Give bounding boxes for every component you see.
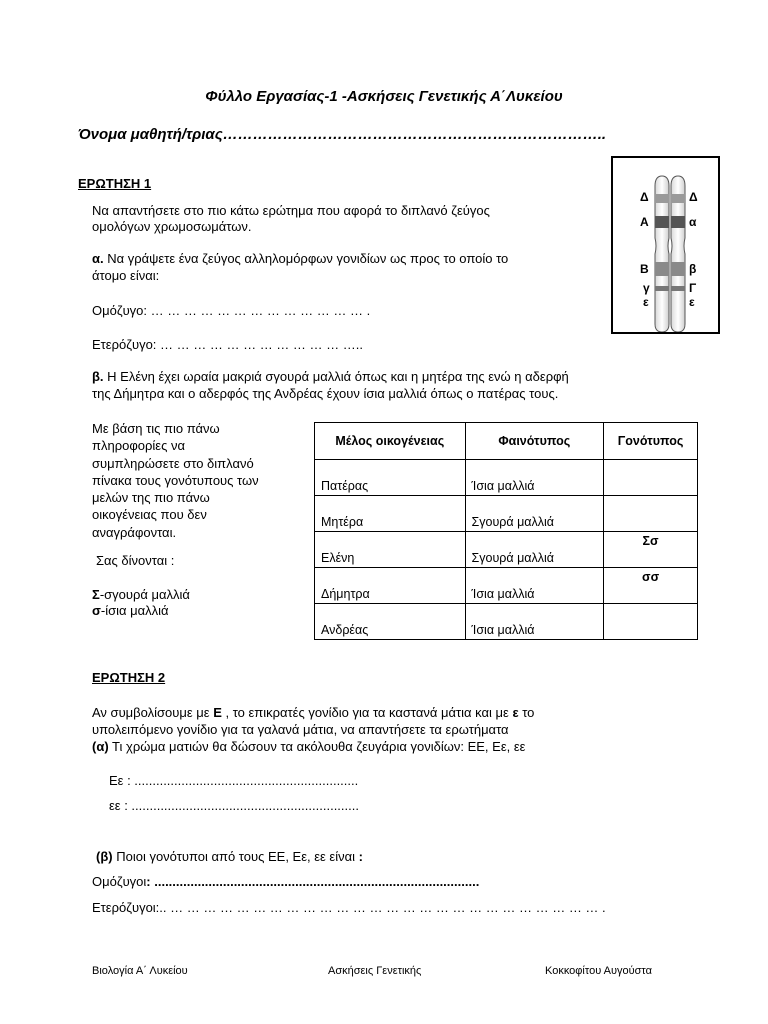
- left-label: ε: [643, 295, 649, 309]
- q2-a-text: Τι χρώμα ματιών θα δώσουν τα ακόλουθα ζευγάρια γονιδίων: ΕΕ, Εε, εε: [108, 739, 526, 754]
- q1-intro-line-2: ομολόγων χρωμοσωμάτων.: [92, 219, 252, 234]
- q2-heterozygous-field[interactable]: Ετερόζυγοι:.. … … … … … … … … … … … … … … … … … … … … … … … … … … .: [92, 900, 606, 915]
- q1-homozygous-field[interactable]: Ομόζυγο: … … … … … … … … … … … … … .: [92, 303, 371, 318]
- q1-a-line-1: [92, 251, 508, 266]
- member-cell: Πατέρας: [315, 460, 466, 496]
- family-genotype-table: [314, 422, 698, 640]
- table-row: [315, 532, 698, 568]
- phenotype-cell: Ίσια μαλλιά: [465, 604, 604, 640]
- student-name-line: [78, 126, 606, 143]
- left-label: Δ: [640, 190, 649, 204]
- header-genotype: Γονότυπος: [604, 423, 698, 460]
- member-cell: Μητέρα: [315, 496, 466, 532]
- q1-side-instructions: [92, 420, 259, 541]
- table-row: [315, 568, 698, 604]
- left-chromosome: [655, 176, 669, 332]
- left-label: γ: [643, 281, 650, 295]
- q1-b-line-2: της Δήμητρα και ο αδερφός της Ανδρέας έχουν ίσια μαλλιά όπως ο πατέρας τους.: [92, 386, 559, 401]
- left-label: Β: [640, 262, 649, 276]
- member-cell: Δήμητρα: [315, 568, 466, 604]
- q2-homozygous-label: Ομόζυγοι: [92, 874, 147, 889]
- header-member: Μέλος οικογένειας: [315, 423, 466, 460]
- q2-b-text: Ποιοι γονότυποι από τους ΕΕ, Εε, εε είναι: [112, 849, 359, 864]
- footer-topic: Ασκήσεις Γενετικής: [328, 965, 422, 977]
- q2-b-colon: :: [358, 849, 363, 864]
- genotype-cell[interactable]: [604, 460, 698, 496]
- q2-line-1b: , το επικρατές γονίδιο για τα καστανά μάτια και με: [221, 705, 513, 720]
- phenotype-cell: Σγουρά μαλλιά: [465, 532, 604, 568]
- genotype-cell: σσ: [604, 568, 698, 604]
- side-line: συμπληρώσετε στο διπλανό: [92, 455, 254, 471]
- side-line: πίνακα τους γονότυπους των: [92, 472, 259, 488]
- q2-a-label: (α): [92, 739, 109, 754]
- q2-b-line: [96, 849, 363, 864]
- q2-homozygous-dots: : ..........................................................................................: [146, 874, 480, 889]
- q1-heterozygous-field[interactable]: Ετερόζυγο: … … … … … … … … … … … …..: [92, 337, 363, 352]
- side-line: οικογένειας που δεν: [92, 507, 207, 523]
- phenotype-cell: Σγουρά μαλλιά: [465, 496, 604, 532]
- left-label: Α: [640, 215, 649, 229]
- key-curly: [92, 587, 190, 602]
- phenotype-cell: Ίσια μαλλιά: [465, 568, 604, 604]
- key-straight: [92, 603, 169, 618]
- table-header-row: [315, 423, 698, 460]
- right-label: Δ: [689, 190, 698, 204]
- q1-a-label: α.: [92, 251, 104, 266]
- right-label: ε: [689, 295, 695, 309]
- key-straight-text: -ίσια μαλλιά: [100, 603, 169, 618]
- side-line: αναγράφονται.: [92, 524, 177, 540]
- key-curly-symbol: Σ: [92, 587, 100, 602]
- chromosome-pair-drawing: [613, 158, 718, 332]
- question-2-heading: ΕΡΩΤΗΣΗ 2: [92, 670, 166, 685]
- right-label: α: [689, 215, 697, 229]
- member-cell: Ανδρέας: [315, 604, 466, 640]
- student-name-dots: …………………………………………………………………..: [222, 126, 607, 143]
- key-straight-symbol: σ: [92, 603, 101, 618]
- genotype-cell[interactable]: [604, 604, 698, 640]
- student-name-label: Όνομα μαθητή/τριας: [78, 126, 223, 143]
- table-row: [315, 604, 698, 640]
- q2-line-1a: Αν συμβολίσουμε με: [92, 705, 214, 720]
- q2-a-line: [92, 739, 525, 754]
- q2-answer-Ee[interactable]: Εε : ..............................................................: [109, 773, 359, 788]
- q1-a-text-1: Να γράψετε ένα ζεύγος αλληλομόρφων γονιδίων ως προς το οποίο το: [103, 251, 509, 266]
- q1-a-line-2: άτομο είναι:: [92, 268, 160, 283]
- chromosome-pair-figure: [611, 156, 720, 334]
- genotype-cell: Σσ: [604, 532, 698, 568]
- q1-b-line-1: [92, 369, 569, 384]
- q1-intro-line-1: Να απαντήσετε στο πιο κάτω ερώτημα που αφορά το διπλανό ζεύγος: [92, 203, 490, 218]
- member-cell: Ελένη: [315, 532, 466, 568]
- side-line: πληροφορίες να: [92, 438, 185, 454]
- given-label: Σας δίνονται :: [96, 553, 175, 568]
- q2-symbol-E: Ε: [213, 705, 222, 720]
- key-curly-text: -σγουρά μαλλιά: [99, 587, 190, 602]
- footer-subject: Βιολογία Α΄ Λυκείου: [92, 965, 188, 977]
- right-chromosome: [671, 176, 685, 332]
- q2-homozygous-field[interactable]: [92, 874, 479, 889]
- page-title: Φύλλο Εργασίας-1 -Ασκήσεις Γενετικής Α΄Λυκείου: [205, 88, 563, 105]
- phenotype-cell: Ίσια μαλλιά: [465, 460, 604, 496]
- header-phenotype: Φαινότυπος: [465, 423, 604, 460]
- q2-line-2: υπολειπόμενο γονίδιο για τα γαλανά μάτια, να απαντήσετε τα ερωτήματα: [92, 722, 509, 737]
- q2-line-1: [92, 705, 534, 720]
- question-1-heading: ΕΡΩΤΗΣΗ 1: [78, 176, 152, 191]
- q2-answer-ee[interactable]: εε : ...............................................................: [109, 798, 359, 813]
- side-line: Με βάση τις πιο πάνω: [92, 421, 220, 436]
- genotype-cell[interactable]: [604, 496, 698, 532]
- table-row: [315, 460, 698, 496]
- q2-line-1c: το: [518, 705, 535, 720]
- right-label: β: [689, 262, 697, 276]
- footer-author: Κοκκοφίτου Αυγούστα: [545, 965, 652, 977]
- table-row: [315, 496, 698, 532]
- q1-b-label: β.: [92, 369, 104, 384]
- right-label: Γ: [689, 281, 697, 295]
- q2-b-label: (β): [96, 849, 113, 864]
- q1-b-text-1: Η Ελένη έχει ωραία μακριά σγουρά μαλλιά όπως και η μητέρα της ενώ η αδερφή: [103, 369, 569, 384]
- q2-symbol-e: ε: [512, 705, 519, 720]
- side-line: μελών της πιο πάνω: [92, 490, 210, 506]
